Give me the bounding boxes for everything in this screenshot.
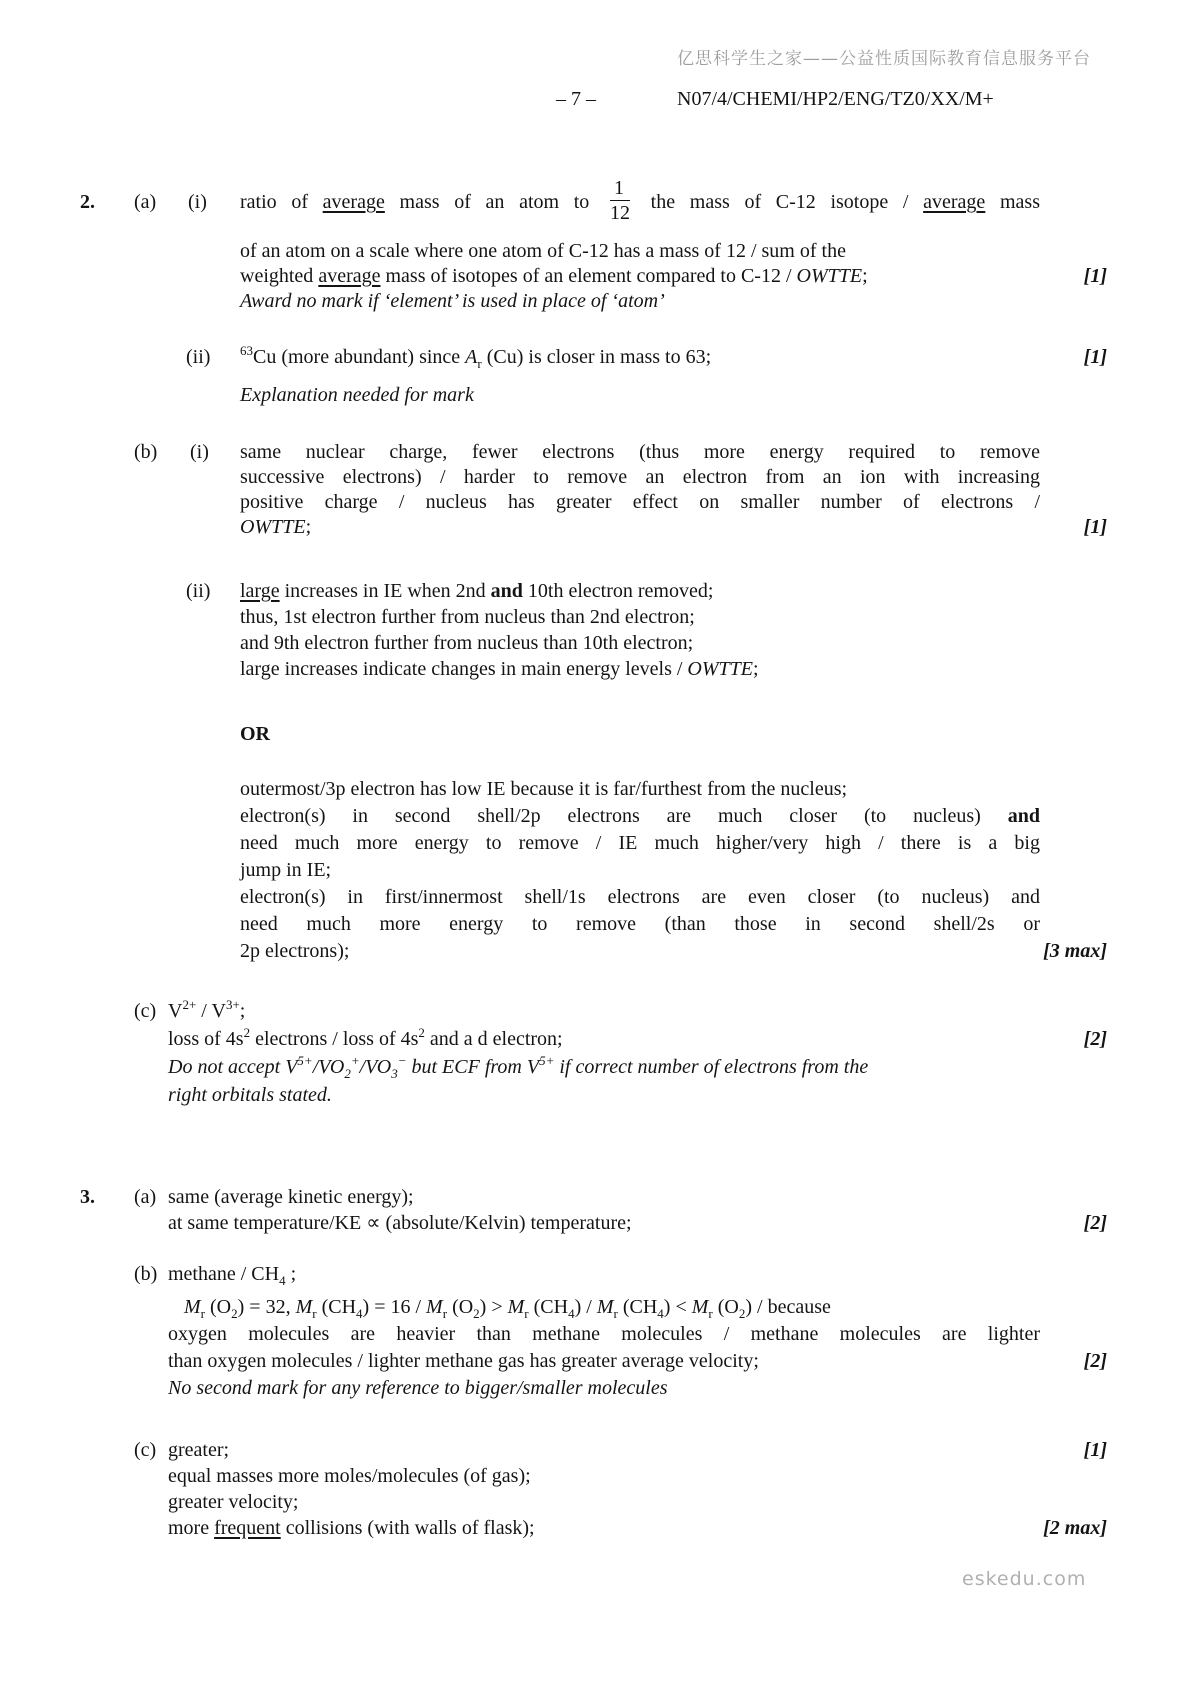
text-run: weighted xyxy=(240,265,319,287)
part-label: (a) xyxy=(134,1186,157,1208)
text-run: ; xyxy=(285,1263,297,1285)
text-run: (Cu) is closer in mass to 63; xyxy=(481,346,712,368)
text-run: Award no mark if ‘element’ is used in place of ‘atom’ xyxy=(240,290,665,312)
answer-line xyxy=(240,515,1107,540)
text-run: and xyxy=(490,580,523,602)
answer-line xyxy=(168,1463,1040,1489)
answer-line xyxy=(240,239,1040,264)
text-run: (O xyxy=(205,1296,232,1318)
text-run: V xyxy=(168,1000,183,1022)
answer-line xyxy=(240,776,1040,803)
text-run: positive charge / nucleus has greater effect on smaller number of electrons / xyxy=(240,491,1040,513)
text-run: 4 xyxy=(657,1306,664,1321)
q2b-ii-alt xyxy=(240,776,1107,965)
answer-line xyxy=(168,1375,1040,1402)
answer-line xyxy=(168,1053,1040,1081)
question-number: 3. xyxy=(80,1186,95,1208)
text-run: A xyxy=(465,346,478,368)
marks-badge: [2] xyxy=(1083,1212,1107,1234)
q2b-ii xyxy=(186,578,1040,682)
text-run: 2 xyxy=(243,1025,251,1040)
text-run: thus, 1st electron further from nucleus than 2nd electron; xyxy=(240,606,695,628)
text-run: ; xyxy=(305,516,312,538)
text-run: average xyxy=(322,191,385,213)
text-run: r xyxy=(200,1306,206,1321)
marks-badge: [1] xyxy=(1083,346,1107,368)
answer-line xyxy=(168,1489,1040,1515)
answer-line xyxy=(134,1437,1107,1463)
part-label: (b) xyxy=(134,441,158,463)
answer-line xyxy=(186,578,1040,604)
site-banner: 亿思科学生之家——公益性质国际教育信息服务平台 xyxy=(677,49,1091,69)
text-run: M xyxy=(596,1296,614,1318)
text-run: ) / because xyxy=(745,1296,831,1318)
text-run: and a d electron; xyxy=(424,1028,563,1050)
text-run: (CH xyxy=(617,1296,658,1318)
text-run: at same temperature/KE ∝ (absolute/Kelvin) temperature; xyxy=(168,1212,632,1234)
text-run: V xyxy=(285,1056,298,1078)
part-label: (i) xyxy=(188,191,207,213)
part-label: (ii) xyxy=(186,346,211,368)
text-run: need much more energy to remove (than those in second shell/2s or xyxy=(240,913,1040,935)
text-run: need much more energy to remove / IE much higher/very high / there is a big xyxy=(240,832,1040,854)
answer-line xyxy=(240,803,1040,830)
text-run: 2 xyxy=(738,1306,746,1321)
text-run: ; xyxy=(862,265,868,287)
text-run: 2 xyxy=(418,1025,425,1040)
answer-line xyxy=(168,1025,1107,1053)
part-label: (i) xyxy=(190,441,209,463)
text-run: and xyxy=(1007,805,1040,827)
text-run: mass of an atom to xyxy=(384,191,604,213)
marks-badge: [2] xyxy=(1083,1350,1107,1372)
text-run: Explanation needed for mark xyxy=(240,384,474,406)
text-run: the mass of C-12 isotope / xyxy=(635,191,924,213)
answer-line xyxy=(134,997,1040,1025)
text-run: collisions (with walls of flask); xyxy=(280,1517,535,1539)
text-run: (O xyxy=(447,1296,474,1318)
text-run: r xyxy=(442,1306,448,1321)
text-run: but ECF from xyxy=(406,1056,527,1078)
text-run: 5+ xyxy=(297,1053,313,1068)
answer-line xyxy=(240,938,1107,965)
q3c xyxy=(134,1437,1107,1541)
text-run: 5+ xyxy=(539,1053,555,1068)
text-run: 2p electrons); xyxy=(240,940,350,962)
text-run: greater velocity; xyxy=(168,1491,299,1513)
text-run: right orbitals stated. xyxy=(168,1084,332,1106)
fraction: $\frac{1}{12}$ xyxy=(609,176,630,224)
q2c xyxy=(134,997,1107,1109)
text-run: if correct number of electrons from the xyxy=(554,1056,869,1078)
marks-badge: [1] xyxy=(1083,516,1107,538)
part-label: (c) xyxy=(134,1000,157,1022)
text-run: ) = 16 / xyxy=(362,1296,427,1318)
text-run: 3 xyxy=(391,1066,398,1081)
text-run: + xyxy=(350,1053,360,1068)
text-run: 2+ xyxy=(182,997,197,1012)
text-run: r xyxy=(524,1306,529,1321)
q2b-i xyxy=(134,440,1107,540)
answer-line xyxy=(240,722,1040,747)
text-run: OR xyxy=(240,723,270,745)
watermark: eskedu.com xyxy=(962,1568,1087,1590)
question-number: 2. xyxy=(80,191,95,213)
text-run: ; xyxy=(753,658,759,680)
q2b-ii-or xyxy=(240,722,1040,747)
text-run: ) / xyxy=(574,1296,597,1318)
answer-line xyxy=(168,1210,1107,1236)
text-run: more xyxy=(168,1517,215,1539)
q3b xyxy=(134,1261,1107,1402)
marks-badge: [2] xyxy=(1083,1028,1107,1050)
text-run: No second mark for any reference to bigger/smaller molecules xyxy=(168,1377,668,1399)
answer-line xyxy=(168,1321,1040,1348)
text-run: M xyxy=(507,1296,525,1318)
text-run: equal masses more moles/molecules (of gas); xyxy=(168,1465,531,1487)
answer-line xyxy=(240,884,1040,911)
text-run: 10th electron removed; xyxy=(522,580,714,602)
part-label: (b) xyxy=(134,1263,158,1285)
answer-line xyxy=(186,343,1107,371)
text-run: 63 xyxy=(240,343,253,358)
answer-line xyxy=(168,1515,1107,1541)
text-run: 3+ xyxy=(225,997,240,1012)
text-run: / V xyxy=(196,1000,226,1022)
text-run: r xyxy=(312,1306,317,1321)
text-run: ) = 32, xyxy=(237,1296,296,1318)
answer-line xyxy=(240,656,1040,682)
marks-badge: [1] xyxy=(1083,1439,1107,1461)
marks-badge: [1] xyxy=(1083,265,1107,287)
text-run: 4 xyxy=(568,1306,575,1321)
text-run: electrons / loss of 4s xyxy=(250,1028,419,1050)
text-run: electron(s) in first/innermost shell/1s electrons are even closer (to nucleus) and xyxy=(240,886,1040,908)
part-label: (c) xyxy=(134,1439,157,1461)
answer-line xyxy=(240,264,1107,289)
text-run: successive electrons) / harder to remove an electron from an ion with increasing xyxy=(240,466,1040,488)
marks-badge: [2 max] xyxy=(1043,1517,1107,1539)
text-run: 2 xyxy=(473,1306,480,1321)
text-run: r xyxy=(708,1306,713,1321)
answer-line xyxy=(168,1348,1107,1375)
text-run: M xyxy=(295,1296,313,1318)
text-run: r xyxy=(613,1306,618,1321)
q2a-ii xyxy=(186,343,1107,408)
q2a-i xyxy=(80,165,1107,314)
text-run: − xyxy=(397,1053,407,1068)
text-run: average xyxy=(318,265,381,287)
text-run: than oxygen molecules / lighter methane gas has greater average velocity; xyxy=(168,1350,759,1372)
text-run: mass xyxy=(985,191,1040,213)
text-run: greater; xyxy=(168,1439,230,1461)
text-run: mass of isotopes of an element compared to C-12 / xyxy=(380,265,797,287)
text-run: average xyxy=(923,191,986,213)
answer-line xyxy=(134,1261,1040,1288)
text-run: M xyxy=(184,1296,201,1318)
text-run: ; xyxy=(239,1000,246,1022)
text-run: 4 xyxy=(356,1306,363,1321)
text-run: methane / CH xyxy=(168,1263,280,1285)
text-run: outermost/3p electron has low IE because it is far/furthest from the nucleus; xyxy=(240,778,848,800)
answer-line xyxy=(240,289,1040,314)
text-run: 2 xyxy=(344,1066,351,1081)
text-run: /VO xyxy=(312,1056,345,1078)
answer-line xyxy=(240,490,1040,515)
answer-line xyxy=(80,1184,1040,1210)
text-run: (CH xyxy=(528,1296,569,1318)
text-run: /VO xyxy=(359,1056,392,1078)
text-run: ratio of xyxy=(240,191,323,213)
text-run: r xyxy=(477,356,482,371)
text-run: 4 xyxy=(279,1273,286,1288)
answer-line xyxy=(240,911,1040,938)
text-run: 2 xyxy=(231,1306,238,1321)
part-label: (a) xyxy=(134,191,157,213)
answer-line xyxy=(240,630,1040,656)
text-run: and 9th electron further from nucleus than 10th electron; xyxy=(240,632,694,654)
text-run: OWTTE xyxy=(240,516,306,538)
text-run: ) < xyxy=(663,1296,692,1318)
answer-line xyxy=(168,1294,1040,1321)
text-run: large increases indicate changes in main energy levels / xyxy=(240,658,688,680)
answer-line xyxy=(240,830,1040,857)
answer-line xyxy=(80,165,1040,239)
text-run: same nuclear charge, fewer electrons (thus more energy required to remove xyxy=(240,441,1040,463)
text-run: frequent xyxy=(214,1517,281,1539)
text-run: large xyxy=(240,580,280,602)
marks-badge: [3 max] xyxy=(1043,940,1107,962)
text-run: (O xyxy=(712,1296,739,1318)
text-run: same (average kinetic energy); xyxy=(168,1186,414,1208)
text-run: increases in IE when 2nd xyxy=(279,580,491,602)
answer-line xyxy=(240,857,1040,884)
paper-code: N07/4/CHEMI/HP2/ENG/TZ0/XX/M+ xyxy=(677,88,994,110)
text-run: of an atom on a scale where one atom of C-12 has a mass of 12 / sum of the xyxy=(240,240,846,262)
text-run: M xyxy=(691,1296,709,1318)
q3a xyxy=(80,1184,1107,1236)
text-run: ) > xyxy=(479,1296,508,1318)
text-run: OWTTE xyxy=(796,265,863,287)
text-run: OWTTE xyxy=(687,658,753,680)
text-run: loss of 4s xyxy=(168,1028,244,1050)
text-run: oxygen molecules are heavier than methane molecules / methane molecules are lighter xyxy=(168,1323,1040,1345)
text-run: M xyxy=(426,1296,443,1318)
text-run: V xyxy=(526,1056,540,1078)
answer-line xyxy=(240,604,1040,630)
answer-line xyxy=(240,383,1040,408)
part-label: (ii) xyxy=(186,580,211,602)
text-run: Do not accept xyxy=(168,1056,286,1078)
text-run: Cu (more abundant) since xyxy=(253,346,466,368)
text-run: (CH xyxy=(316,1296,357,1318)
answer-line xyxy=(168,1081,1040,1109)
answer-line xyxy=(240,465,1040,490)
answer-line xyxy=(134,440,1040,465)
page-number: – 7 – xyxy=(556,88,596,110)
text-run: electron(s) in second shell/2p electrons are much closer (to nucleus) xyxy=(240,805,1008,827)
text-run: jump in IE; xyxy=(240,859,332,881)
